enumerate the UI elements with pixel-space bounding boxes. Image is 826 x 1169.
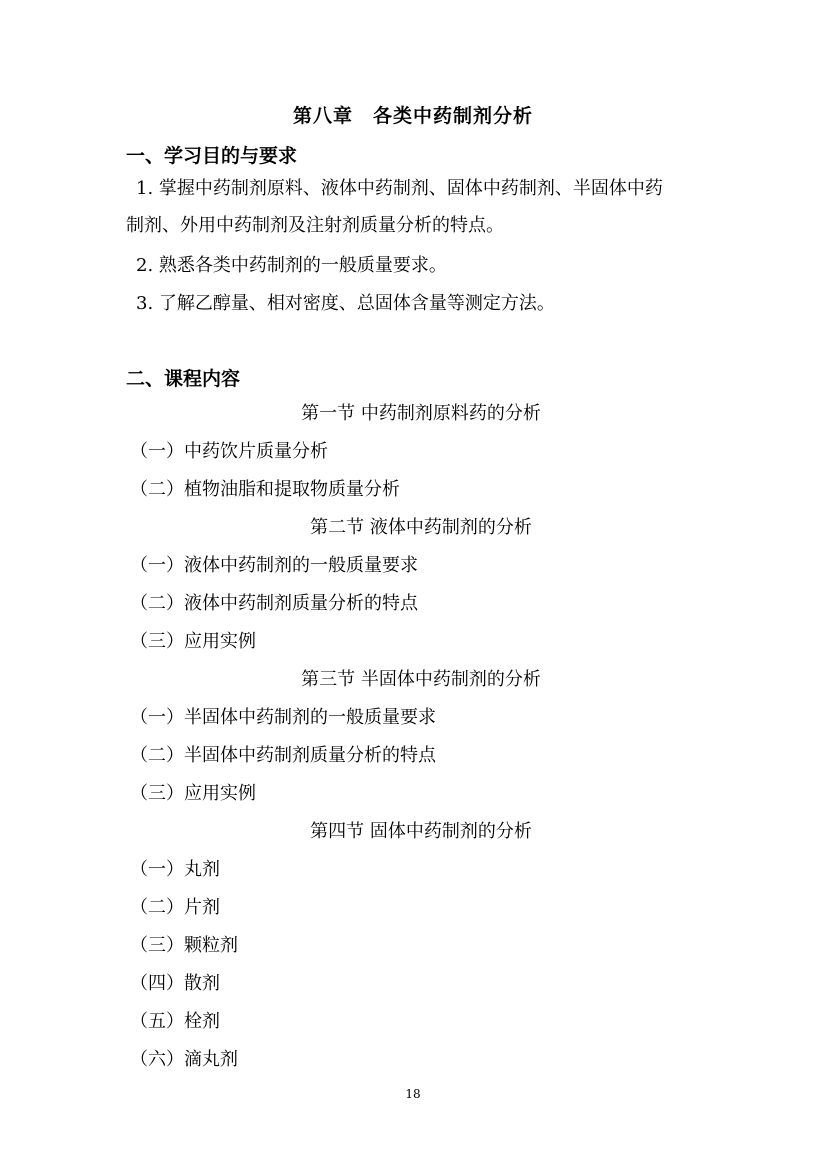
- list-item: （二）液体中药制剂质量分析的特点: [130, 593, 418, 614]
- section-title-4: 第四节 固体中药制剂的分析: [310, 821, 532, 842]
- section-title-3: 第三节 半固体中药制剂的分析: [301, 669, 541, 690]
- list-item: （五）栓剂: [130, 1011, 220, 1032]
- list-item: （三）应用实例: [130, 631, 256, 652]
- list-item: （一）丸剂: [130, 859, 220, 880]
- list-item: （三）应用实例: [130, 783, 256, 804]
- list-item: （一）中药饮片质量分析: [130, 441, 328, 462]
- section-title-1: 第一节 中药制剂原料药的分析: [301, 403, 541, 424]
- section-title-2: 第二节 液体中药制剂的分析: [310, 517, 532, 538]
- chapter-title: 第八章 各类中药制剂分析: [292, 105, 533, 127]
- section-heading-content: 二、课程内容: [126, 368, 241, 390]
- objective-item-1-cont: 制剂、外用中药制剂及注射剂质量分析的特点。: [126, 215, 504, 236]
- list-item: （二）半固体中药制剂质量分析的特点: [130, 745, 436, 766]
- section-heading-objectives: 一、学习目的与要求: [126, 145, 298, 167]
- list-item: （二）片剂: [130, 897, 220, 918]
- page-number: 18: [405, 1087, 421, 1101]
- list-item: （二）植物油脂和提取物质量分析: [130, 479, 400, 500]
- list-item: （六）滴丸剂: [130, 1049, 238, 1070]
- objective-item-2: 2. 熟悉各类中药制剂的一般质量要求。: [136, 255, 447, 276]
- objective-item-1: 1. 掌握中药制剂原料、液体中药制剂、固体中药制剂、半固体中药: [136, 178, 663, 199]
- list-item: （一）半固体中药制剂的一般质量要求: [130, 707, 436, 728]
- list-item: （三）颗粒剂: [130, 935, 238, 956]
- objective-item-3: 3. 了解乙醇量、相对密度、总固体含量等测定方法。: [136, 293, 555, 314]
- list-item: （四）散剂: [130, 973, 220, 994]
- list-item: （一）液体中药制剂的一般质量要求: [130, 555, 418, 576]
